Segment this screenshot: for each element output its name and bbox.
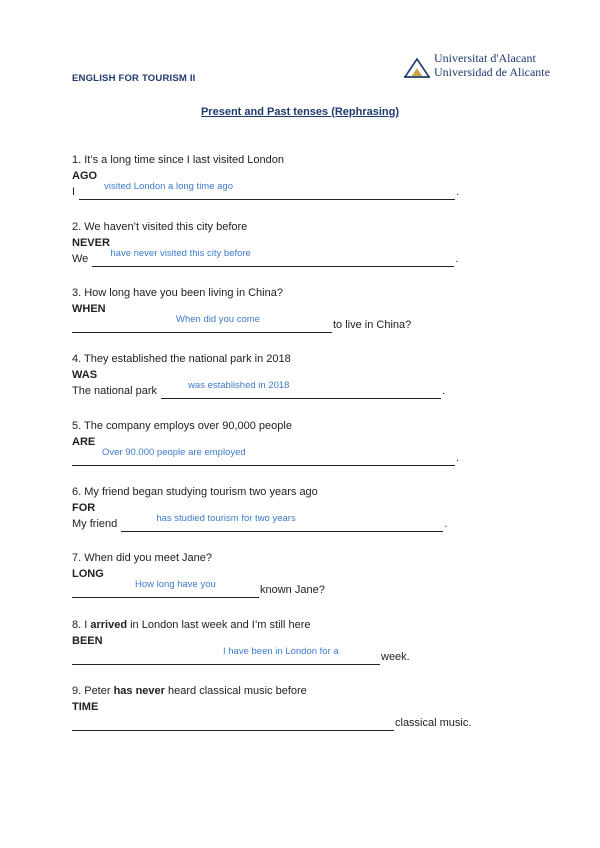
answer-blank[interactable] <box>72 716 394 731</box>
question-keyword: ARE <box>72 436 96 448</box>
university-logo <box>404 51 564 85</box>
answer-suffix: . <box>442 385 446 397</box>
answer-blank[interactable] <box>72 314 332 333</box>
prompt-text: in London last week and I’m still here <box>127 619 311 631</box>
question-4 <box>72 352 492 399</box>
question-5 <box>72 419 492 466</box>
answer-suffix: . <box>456 452 460 464</box>
answer-line <box>72 447 492 466</box>
answer-blank[interactable] <box>72 646 380 665</box>
prompt-emphasis: has never <box>113 685 165 697</box>
question-prompt <box>72 618 492 633</box>
question-prompt: 7. When did you meet Jane? <box>72 552 213 564</box>
page-title: Present and Past tenses (Rephrasing) <box>200 106 400 118</box>
question-8 <box>72 618 492 665</box>
question-keyword: TIME <box>72 701 99 713</box>
question-6 <box>72 485 492 532</box>
question-prompt <box>72 684 492 699</box>
answer-line <box>72 579 492 598</box>
answer-line <box>72 646 492 665</box>
answer-blank[interactable] <box>121 513 443 532</box>
prompt-text: 9. Peter <box>72 685 114 697</box>
answer-text: was established in 2018 <box>188 380 290 391</box>
question-keyword: LONG <box>72 568 104 580</box>
logo-line-2: Universidad de Alicante <box>434 65 550 79</box>
question-prompt: 1. It’s a long time since I last visited London <box>72 154 284 166</box>
answer-suffix: week. <box>381 651 410 663</box>
answer-prefix: We <box>72 253 89 265</box>
answer-text: visited London a long time ago <box>104 181 233 192</box>
answer-line <box>72 248 492 267</box>
answer-text: How long have you <box>135 579 216 590</box>
question-prompt: 5. The company employs over 90,000 people <box>72 420 292 432</box>
answer-text: When did you come <box>176 314 260 325</box>
answer-prefix: I <box>72 186 76 198</box>
answer-blank[interactable] <box>72 447 455 466</box>
answer-text: I have been in London for a <box>223 646 339 657</box>
question-keyword: NEVER <box>72 237 110 249</box>
answer-prefix: My friend <box>72 518 118 530</box>
question-3 <box>72 286 492 333</box>
prompt-text: 8. I <box>72 619 91 631</box>
answer-text: Over 90.000 people are employed <box>102 447 246 458</box>
question-9 <box>72 684 492 731</box>
answer-suffix: known Jane? <box>260 584 325 596</box>
question-keyword: FOR <box>72 502 96 514</box>
answer-suffix: . <box>455 253 459 265</box>
answer-text: have never visited this city before <box>110 248 251 259</box>
question-keyword: AGO <box>72 170 98 182</box>
answer-text: has studied tourism for two years <box>156 513 296 524</box>
answer-line <box>72 513 492 532</box>
question-7 <box>72 551 492 598</box>
answer-suffix: classical music. <box>395 717 472 729</box>
question-prompt: 2. We haven’t visited this city before <box>72 221 248 233</box>
university-logo-icon <box>404 55 430 79</box>
answer-blank[interactable] <box>161 380 441 399</box>
answer-suffix: . <box>456 186 460 198</box>
question-2 <box>72 220 492 267</box>
answer-prefix: The national park <box>72 385 157 397</box>
question-prompt: 3. How long have you been living in China? <box>72 287 283 299</box>
answer-blank[interactable] <box>92 248 454 267</box>
answer-blank[interactable] <box>72 579 259 598</box>
answer-line <box>72 380 492 399</box>
answer-suffix: to live in China? <box>333 319 412 331</box>
question-keyword: WHEN <box>72 303 106 315</box>
answer-line <box>72 715 492 731</box>
course-title: ENGLISH FOR TOURISM II <box>72 73 196 84</box>
answer-blank[interactable] <box>79 181 455 200</box>
question-keyword: BEEN <box>72 635 103 647</box>
logo-line-1: Universitat d'Alacant <box>434 51 536 65</box>
question-prompt: 6. My friend began studying tourism two years ago <box>72 486 318 498</box>
answer-suffix: . <box>444 518 448 530</box>
question-prompt: 4. They established the national park in 2018 <box>72 353 291 365</box>
answer-line <box>72 314 492 333</box>
prompt-emphasis: arrived <box>90 619 128 631</box>
answer-line <box>72 181 492 200</box>
question-keyword: WAS <box>72 369 98 381</box>
question-1 <box>72 153 492 200</box>
prompt-text: heard classical music before <box>164 685 307 697</box>
